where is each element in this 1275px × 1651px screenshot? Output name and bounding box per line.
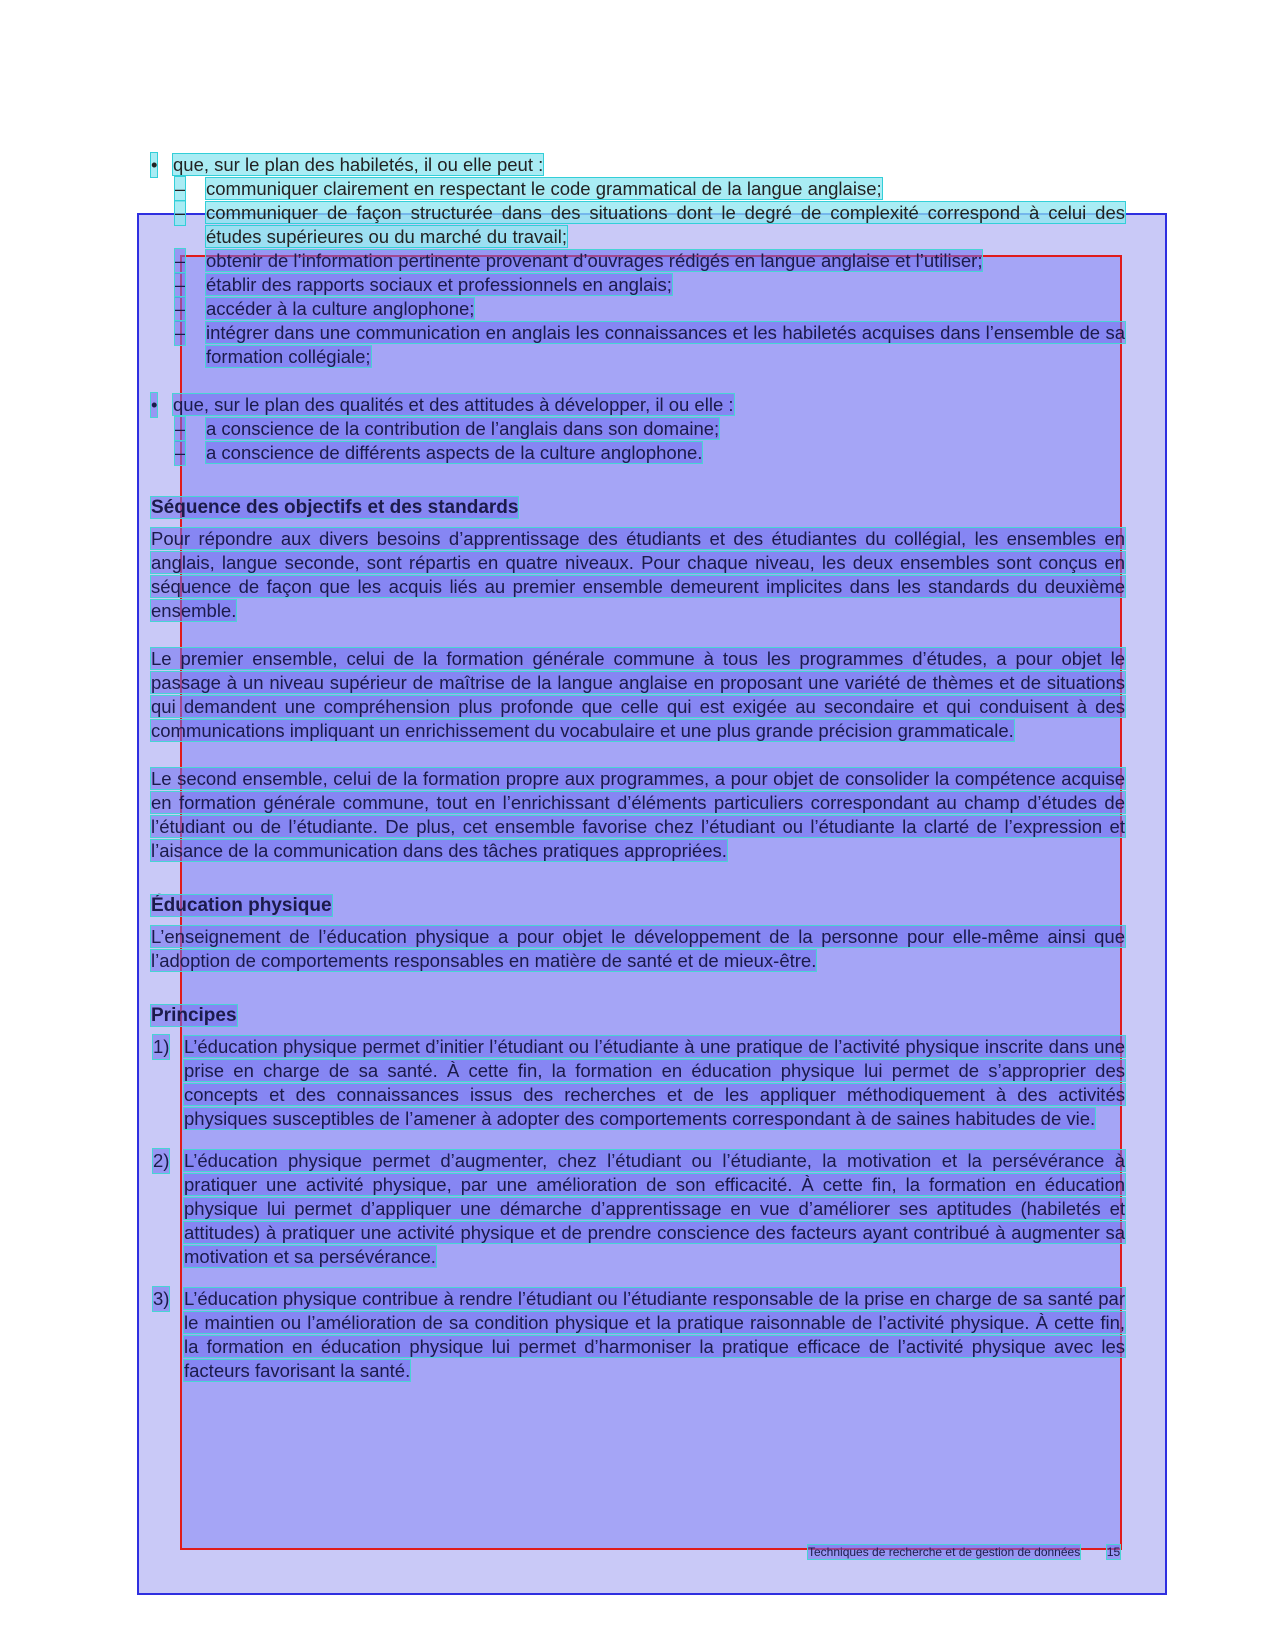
section-heading-sequence (151, 495, 1125, 521)
bullet-mark: • (151, 154, 158, 175)
list-item-text: accéder à la culture anglophone; (206, 298, 475, 319)
dash-mark: – (175, 178, 186, 199)
list-item-text: a conscience de la contribution de l’anglais dans son domaine; (206, 418, 720, 439)
dash-mark: – (175, 202, 186, 223)
heading-text: Principes (151, 1005, 237, 1026)
section-heading-education (151, 893, 1125, 919)
list-item-text: a conscience de différents aspects de la culture anglophone. (206, 442, 703, 463)
item-text: L’éducation physique permet d’augmenter, chez l’étudiant ou l’étudiante, la motivation et la persévérance à pratiquer une activité physique, par une amélioration de son efficacité. À cette fin, la formation en éducation physique lui permet d’appliquer une démarche d’apprentissage en vue d’améliorer ses aptitudes (habiletés et attitudes) à pratiquer une activité physique et de prendre conscience des facteurs ayant contribué à augmenter sa motivation et sa persévérance. (184, 1150, 1125, 1267)
item-number: 3) (153, 1288, 170, 1309)
dash-mark: – (175, 322, 186, 343)
heading-text: Séquence des objectifs et des standards (151, 497, 519, 518)
dash-mark: – (175, 250, 186, 271)
list-item (151, 249, 1125, 273)
list-item (151, 273, 1125, 297)
section-heading-principes (151, 1003, 1125, 1029)
dash-mark: – (175, 418, 186, 439)
page-number: 15 (1106, 1545, 1121, 1559)
footer-title: Techniques de recherche et de gestion de données (808, 1545, 1081, 1559)
bullet-mark: • (151, 394, 158, 415)
item-number: 2) (153, 1150, 170, 1171)
paragraph (151, 925, 1125, 973)
list-item-text: intégrer dans une communication en anglais les connaissances et les habiletés acquises dans l’ensemble de sa formation collégiale; (206, 322, 1125, 367)
list-item (151, 441, 1125, 465)
paragraph (151, 527, 1125, 623)
bullet-intro: que, sur le plan des qualités et des attitudes à développer, il ou elle : (173, 394, 734, 415)
paragraph-text: Le premier ensemble, celui de la formation générale commune à tous les programmes d’études, a pour objet le passage à un niveau supérieur de maîtrise de la langue anglaise en proposant une variété de thèmes et de situations qui demandent une compréhension plus profonde que celle qui est exigée au secondaire et qui conduisent à des communications impliquant un enrichissement du vocabulaire et une plus grande précision grammaticale. (151, 648, 1125, 741)
list-item-text: communiquer clairement en respectant le code grammatical de la langue anglaise; (206, 178, 882, 199)
numbered-item (151, 1287, 1125, 1383)
page-footer (808, 1545, 1120, 1560)
page-content (151, 153, 1125, 1383)
list-item (151, 201, 1125, 249)
item-number: 1) (153, 1036, 170, 1057)
dash-mark: – (175, 298, 186, 319)
paragraph-text: L’enseignement de l’éducation physique a pour objet le développement de la personne pour elle-même ainsi que l’adoption de comportements responsables en matière de santé et de mieux-être. (151, 926, 1125, 971)
dash-mark: – (175, 274, 186, 295)
numbered-item (151, 1035, 1125, 1131)
paragraph-text: Pour répondre aux divers besoins d’apprentissage des étudiants et des étudiantes du collégial, les ensembles en anglais, langue seconde, sont répartis en quatre niveaux. Pour chaque niveau, les deux ensembles sont conçus en séquence de façon que les acquis liés au premier ensemble demeurent implicites dans les standards du deuxième ensemble. (151, 528, 1125, 621)
paragraph-text: Le second ensemble, celui de la formation propre aux programmes, a pour objet de consolider la compétence acquise en formation générale commune, tout en l’enrichissant d’éléments particuliers correspondant au champ d’études de l’étudiant ou de l’étudiante. De plus, cet ensemble favorise chez l’étudiant ou l’étudiante la clarté de l’expression et l’aisance de la communication dans des tâches pratiques appropriées. (151, 768, 1125, 861)
list-item-text: communiquer de façon structurée dans des situations dont le degré de complexité correspond à celui des études supérieures ou du marché du travail; (206, 202, 1125, 247)
bullet-intro: que, sur le plan des habiletés, il ou elle peut : (173, 154, 544, 175)
numbered-item (151, 1149, 1125, 1269)
list-item (151, 297, 1125, 321)
paragraph (151, 647, 1125, 743)
item-text: L’éducation physique permet d’initier l’étudiant ou l’étudiante à une pratique de l’activité physique inscrite dans une prise en charge de sa santé. À cette fin, la formation en éducation physique lui permet de s’approprier des concepts et des connaissances issus des recherches et de les appliquer méthodiquement à des activités physiques susceptibles de l’amener à adopter des comportements correspondant à de saines habitudes de vie. (184, 1036, 1125, 1129)
bullet-attitudes (151, 393, 1125, 417)
paragraph (151, 767, 1125, 863)
list-item (151, 177, 1125, 201)
heading-text: Éducation physique (151, 895, 332, 916)
bullet-skills (151, 153, 1125, 177)
dash-mark: – (175, 442, 186, 463)
item-text: L’éducation physique contribue à rendre l’étudiant ou l’étudiante responsable de la prise en charge de sa santé par le maintien ou l’amélioration de sa condition physique et la pratique raisonnable de l’activité physique. À cette fin, la formation en éducation physique lui permet d’harmoniser la pratique efficace de l’activité physique avec les facteurs favorisant la santé. (184, 1288, 1125, 1381)
list-item-text: obtenir de l’information pertinente provenant d’ouvrages rédigés en langue anglaise et l’utiliser; (206, 250, 983, 271)
list-item (151, 417, 1125, 441)
list-item (151, 321, 1125, 369)
list-item-text: établir des rapports sociaux et professionnels en anglais; (206, 274, 672, 295)
